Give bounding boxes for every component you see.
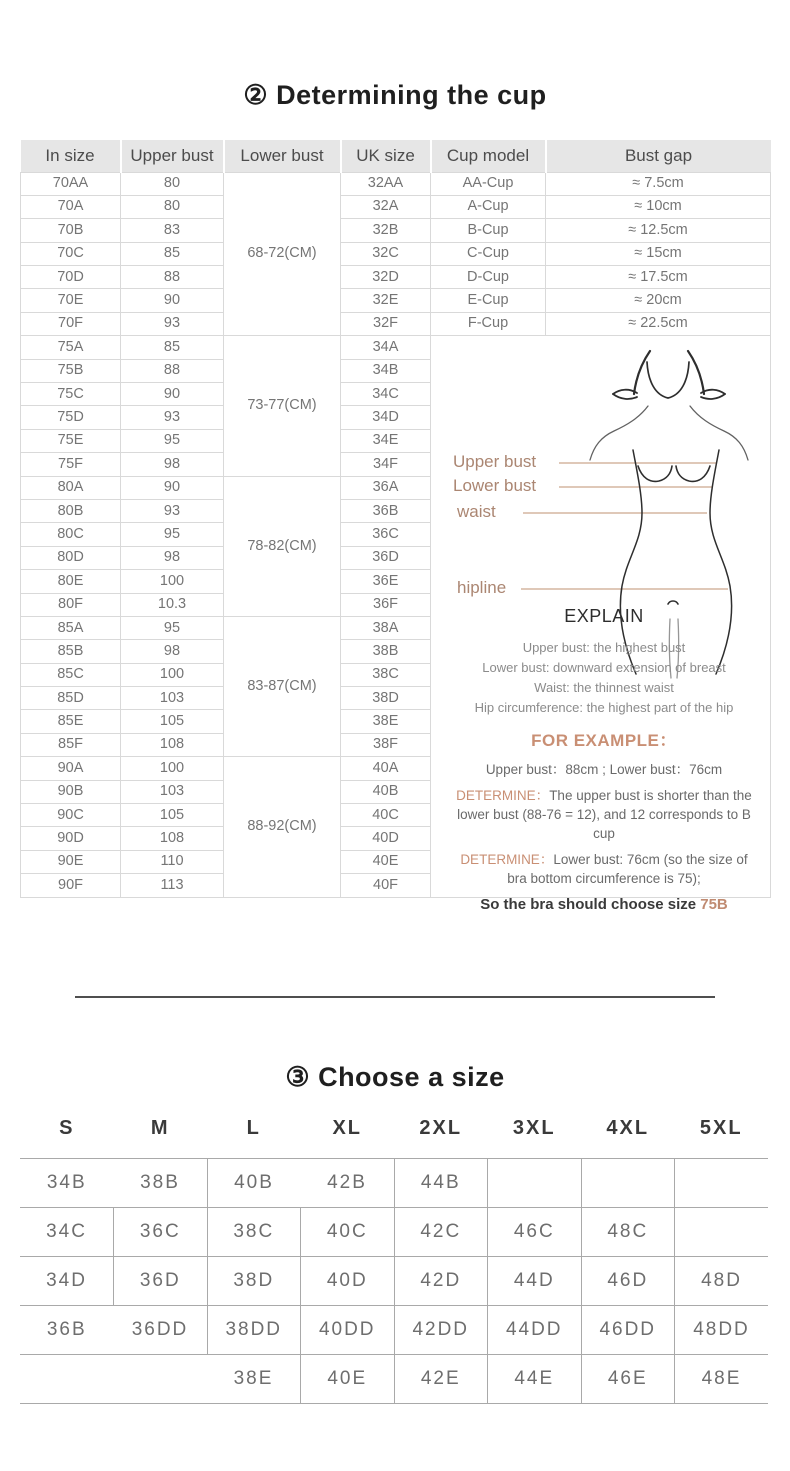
table-cell: 32D [341, 266, 431, 289]
table-cell: 34F [341, 453, 431, 476]
size-cell [20, 1354, 114, 1403]
size-cell: 40C [301, 1207, 395, 1256]
table-cell: 36F [341, 593, 431, 616]
column-header: UK size [341, 140, 431, 172]
size-cell: 36B [20, 1305, 114, 1354]
table-cell: 83 [121, 219, 224, 242]
size-cell: 44B [394, 1158, 488, 1207]
table-cell: 108 [121, 733, 224, 756]
table-cell: 85A [21, 616, 121, 639]
table-cell: 93 [121, 406, 224, 429]
table-cell: 38F [341, 733, 431, 756]
table-cell: 32A [341, 195, 431, 218]
determine-label: DETERMINE： [456, 787, 550, 803]
example-measurements: Upper bust：88cm ; Lower bust：76cm [485, 761, 723, 777]
size-cell: 38DD [207, 1305, 301, 1354]
size-cell: 42D [394, 1256, 488, 1305]
table-cell: 32F [341, 312, 431, 335]
table-cell: 93 [121, 312, 224, 335]
size-column-header: M [114, 1100, 208, 1158]
size-cell [675, 1158, 769, 1207]
table-cell: 108 [121, 827, 224, 850]
table-cell: ≈ 7.5cm [546, 172, 771, 195]
size-table-header-row [20, 1100, 768, 1158]
table-cell: 75B [21, 359, 121, 382]
table-cell: 90 [121, 289, 224, 312]
table-cell: 85 [121, 242, 224, 265]
table-cell: 36B [341, 499, 431, 522]
size-cell: 38D [207, 1256, 301, 1305]
table-row [21, 312, 771, 335]
table-cell: 40A [341, 757, 431, 780]
table-cell: 85B [21, 640, 121, 663]
table-cell: 38E [341, 710, 431, 733]
table-cell: 38D [341, 687, 431, 710]
table-cell: 80D [21, 546, 121, 569]
table-cell: 34C [341, 383, 431, 406]
table-cell: 75F [21, 453, 121, 476]
label-lower-bust: Lower bust [453, 476, 537, 496]
table-cell: 98 [121, 640, 224, 663]
table-cell: 95 [121, 616, 224, 639]
label-hipline: hipline [457, 578, 507, 598]
size-cell: 42DD [394, 1305, 488, 1354]
explain-line: Upper bust: the highest bust [522, 640, 686, 656]
table-cell: 36A [341, 476, 431, 499]
determine-text: The upper bust is shorter than the lower bust (88-76 = 12), and 12 corresponds to B cup [457, 787, 752, 841]
measurement-diagram [431, 336, 768, 913]
table-cell: 80E [21, 570, 121, 593]
cup-table-header-row [21, 140, 771, 172]
size-cell: 48E [675, 1354, 769, 1403]
size-cell: 40E [301, 1354, 395, 1403]
table-cell: 75E [21, 429, 121, 452]
example-conclusion [453, 897, 755, 913]
column-header: Upper bust [121, 140, 224, 172]
size-cell: 36C [114, 1207, 208, 1256]
table-cell: 88-92(CM) [224, 757, 341, 897]
table-row [20, 1354, 768, 1403]
table-cell: F-Cup [431, 312, 546, 335]
table-cell: 32B [341, 219, 431, 242]
size-cell: 42B [301, 1158, 395, 1207]
section-divider [75, 996, 715, 998]
size-column-header: 2XL [394, 1100, 488, 1158]
table-cell: 34A [341, 336, 431, 359]
size-column-header: S [20, 1100, 114, 1158]
table-cell: 80A [21, 476, 121, 499]
table-row [21, 336, 771, 359]
table-cell: 100 [121, 663, 224, 686]
choose-size-table [20, 1100, 768, 1404]
cup-size-table [20, 140, 771, 913]
table-cell: 34D [341, 406, 431, 429]
table-cell: 85D [21, 687, 121, 710]
table-cell: 80 [121, 195, 224, 218]
table-row [20, 1256, 768, 1305]
table-cell: 105 [121, 710, 224, 733]
explain-heading: EXPLAIN [564, 606, 644, 627]
table-cell: ≈ 20cm [546, 289, 771, 312]
table-cell: ≈ 22.5cm [546, 312, 771, 335]
table-cell: 90D [21, 827, 121, 850]
table-cell: 110 [121, 850, 224, 873]
size-cell: 44E [488, 1354, 582, 1403]
table-cell: 32C [341, 242, 431, 265]
diagram-cell-container [431, 336, 771, 913]
label-upper-bust: Upper bust [453, 452, 537, 472]
table-cell: 70B [21, 219, 121, 242]
table-cell: 113 [121, 874, 224, 897]
for-example-heading: FOR EXAMPLE： [531, 731, 677, 751]
size-cell: 46D [581, 1256, 675, 1305]
table-cell: 70AA [21, 172, 121, 195]
table-cell: 80B [21, 499, 121, 522]
size-cell: 44DD [488, 1305, 582, 1354]
table-row [21, 172, 771, 195]
table-cell: 70A [21, 195, 121, 218]
measurement-lines [521, 463, 728, 589]
table-cell: 40D [341, 827, 431, 850]
table-cell: 95 [121, 523, 224, 546]
table-cell: 83-87(CM) [224, 616, 341, 756]
table-cell: 90F [21, 874, 121, 897]
table-cell: 32AA [341, 172, 431, 195]
table-cell: 88 [121, 266, 224, 289]
table-cell: 68-72(CM) [224, 172, 341, 336]
table-cell: 90A [21, 757, 121, 780]
table-cell: 80 [121, 172, 224, 195]
table-cell: 90 [121, 476, 224, 499]
example-determine-2 [453, 850, 755, 888]
table-cell: 75D [21, 406, 121, 429]
determine-label: DETERMINE： [460, 851, 554, 867]
size-cell [114, 1354, 208, 1403]
size-cell [488, 1158, 582, 1207]
table-cell: 98 [121, 453, 224, 476]
table-cell: 34B [341, 359, 431, 382]
table-cell: D-Cup [431, 266, 546, 289]
size-column-header: 5XL [675, 1100, 769, 1158]
table-cell: 103 [121, 780, 224, 803]
table-cell: 100 [121, 570, 224, 593]
size-cell: 46E [581, 1354, 675, 1403]
conclusion-text: So the bra should choose size [480, 895, 701, 913]
table-cell: C-Cup [431, 242, 546, 265]
table-cell: 85F [21, 733, 121, 756]
column-header: Bust gap [546, 140, 771, 172]
table-cell: 38C [341, 663, 431, 686]
table-cell: 93 [121, 499, 224, 522]
table-cell: 10.3 [121, 593, 224, 616]
table-cell: ≈ 17.5cm [546, 266, 771, 289]
size-cell [675, 1207, 769, 1256]
example-determine-1 [453, 786, 755, 843]
table-cell: 85E [21, 710, 121, 733]
explain-line: Lower bust: downward extension of breast [482, 660, 726, 676]
table-cell: 36C [341, 523, 431, 546]
size-column-header: L [207, 1100, 301, 1158]
table-cell: ≈ 15cm [546, 242, 771, 265]
table-cell: E-Cup [431, 289, 546, 312]
table-cell: 85C [21, 663, 121, 686]
size-column-header: XL [301, 1100, 395, 1158]
table-cell: 78-82(CM) [224, 476, 341, 616]
table-row [21, 219, 771, 242]
table-cell: 40E [341, 850, 431, 873]
table-cell: 70C [21, 242, 121, 265]
table-row [20, 1305, 768, 1354]
table-cell: 100 [121, 757, 224, 780]
size-cell: 34D [20, 1256, 114, 1305]
table-cell: 36E [341, 570, 431, 593]
size-cell: 46DD [581, 1305, 675, 1354]
size-cell: 42E [394, 1354, 488, 1403]
column-header: Cup model [431, 140, 546, 172]
size-cell: 34C [20, 1207, 114, 1256]
table-row [20, 1207, 768, 1256]
size-cell: 48C [581, 1207, 675, 1256]
table-row [20, 1158, 768, 1207]
explain-line: Hip circumference: the highest part of the hip [474, 700, 734, 716]
column-header: In size [21, 140, 121, 172]
size-cell: 38B [114, 1158, 208, 1207]
table-row [21, 195, 771, 218]
size-cell: 36DD [114, 1305, 208, 1354]
table-cell: 90 [121, 383, 224, 406]
label-waist: waist [457, 502, 496, 522]
explain-line: Waist: the thinnest waist [534, 680, 674, 696]
size-column-header: 3XL [488, 1100, 582, 1158]
size-cell: 38C [207, 1207, 301, 1256]
table-cell: AA-Cup [431, 172, 546, 195]
size-cell [581, 1158, 675, 1207]
table-cell: 88 [121, 359, 224, 382]
table-cell: 40F [341, 874, 431, 897]
table-cell: 95 [121, 429, 224, 452]
table-row [21, 289, 771, 312]
table-cell: ≈ 12.5cm [546, 219, 771, 242]
table-cell: 38A [341, 616, 431, 639]
section-title-choose-size: ③ Choose a size [285, 1062, 505, 1093]
size-cell: 42C [394, 1207, 488, 1256]
table-cell: 70E [21, 289, 121, 312]
table-cell: 90C [21, 804, 121, 827]
table-cell: 36D [341, 546, 431, 569]
column-header: Lower bust [224, 140, 341, 172]
size-cell: 38E [207, 1354, 301, 1403]
size-cell: 40DD [301, 1305, 395, 1354]
size-cell: 48D [675, 1256, 769, 1305]
size-cell: 40B [207, 1158, 301, 1207]
determine-text: Lower bust: 76cm (so the size of bra bottom circumference is 75); [507, 851, 748, 886]
table-cell: A-Cup [431, 195, 546, 218]
diagram-text-block [453, 607, 755, 912]
size-cell: 34B [20, 1158, 114, 1207]
table-cell: 38B [341, 640, 431, 663]
table-cell: 85 [121, 336, 224, 359]
table-cell: 34E [341, 429, 431, 452]
table-cell: 90E [21, 850, 121, 873]
table-cell: ≈ 10cm [546, 195, 771, 218]
table-cell: 70F [21, 312, 121, 335]
section-title-determining-cup: ② Determining the cup [243, 80, 547, 111]
size-cell: 44D [488, 1256, 582, 1305]
table-cell: 80F [21, 593, 121, 616]
size-cell: 48DD [675, 1305, 769, 1354]
table-cell: 105 [121, 804, 224, 827]
table-cell: 75C [21, 383, 121, 406]
table-cell: 40C [341, 804, 431, 827]
table-cell: 103 [121, 687, 224, 710]
size-cell: 46C [488, 1207, 582, 1256]
table-cell: 80C [21, 523, 121, 546]
size-cell: 40D [301, 1256, 395, 1305]
size-cell: 36D [114, 1256, 208, 1305]
table-cell: 70D [21, 266, 121, 289]
table-cell: 40B [341, 780, 431, 803]
table-cell: 32E [341, 289, 431, 312]
table-row [21, 266, 771, 289]
table-cell: 90B [21, 780, 121, 803]
table-cell: 75A [21, 336, 121, 359]
table-row [21, 242, 771, 265]
table-cell: B-Cup [431, 219, 546, 242]
table-cell: 98 [121, 546, 224, 569]
table-cell: 73-77(CM) [224, 336, 341, 476]
size-column-header: 4XL [581, 1100, 675, 1158]
recommended-size: 75B [700, 895, 728, 913]
